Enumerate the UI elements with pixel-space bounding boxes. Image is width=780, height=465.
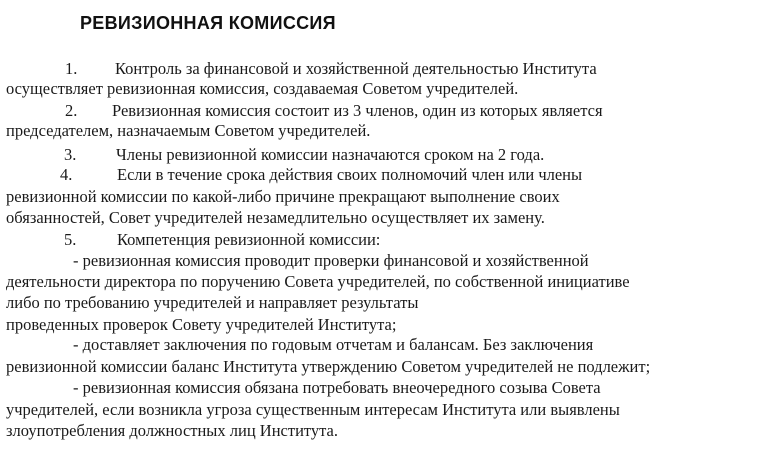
item-3-first-line: [64, 145, 544, 165]
item-2-first-line: [65, 101, 603, 121]
item-2-text-line-1: Ревизионная комиссия состоит из 3 членов, один из которых является: [112, 101, 603, 120]
document-title: РЕВИЗИОННАЯ КОМИССИЯ: [80, 13, 336, 33]
bullet-2-text-line-1: - доставляет заключения по годовым отчетам и балансам. Без заключения: [73, 335, 594, 354]
item-3-text-line-1: Члены ревизионной комиссии назначаются сроком на 2 года.: [116, 145, 545, 164]
item-5-text-line-1: Компетенция ревизионной комиссии:: [117, 230, 381, 249]
bullet-2-text-line-2: ревизионной комиссии баланс Института утверждению Советом учредителей не подлежит;: [6, 357, 651, 376]
bullet-3-text-line-3: злоупотребления должностных лиц Института.: [6, 421, 338, 440]
item-1-first-line: [65, 59, 597, 79]
item-4-text-line-3: обязанностей, Совет учредителей незамедлительно осуществляет их замену.: [6, 208, 545, 227]
bullet-1-text-line-4: проведенных проверок Совету учредителей Института;: [6, 315, 397, 334]
item-4-number: 4.: [60, 165, 73, 184]
bullet-1-text-line-2: деятельности директора по поручению Совета учредителей, по собственной инициативе: [6, 272, 630, 291]
item-4-first-line: [60, 165, 582, 185]
item-1-text-line-1: Контроль за финансовой и хозяйственной деятельностью Института: [115, 59, 597, 78]
item-5-first-line: [64, 230, 380, 250]
bullet-1-text-line-1: - ревизионная комиссия проводит проверки финансовой и хозяйственной: [73, 251, 589, 270]
item-1-text-line-2: осуществляет ревизионная комиссия, создаваемая Советом учредителей.: [6, 79, 519, 98]
bullet-3-text-line-2: учредителей, если возникла угроза существенным интересам Института или выявлены: [6, 400, 620, 419]
bullet-3-text-line-1: - ревизионная комиссия обязана потребовать внеочередного созыва Совета: [73, 378, 601, 397]
item-5-number: 5.: [64, 230, 77, 249]
item-1-number: 1.: [65, 59, 78, 78]
item-2-text-line-2: председателем, назначаемым Советом учредителей.: [6, 121, 371, 140]
bullet-1-text-line-3: либо по требованию учредителей и направляет результаты: [6, 293, 419, 312]
item-4-text-line-1: Если в течение срока действия своих полномочий член или члены: [117, 165, 583, 184]
item-2-number: 2.: [65, 101, 78, 120]
item-4-text-line-2: ревизионной комиссии по какой-либо причине прекращают выполнение своих: [6, 187, 560, 206]
item-3-number: 3.: [64, 145, 77, 164]
